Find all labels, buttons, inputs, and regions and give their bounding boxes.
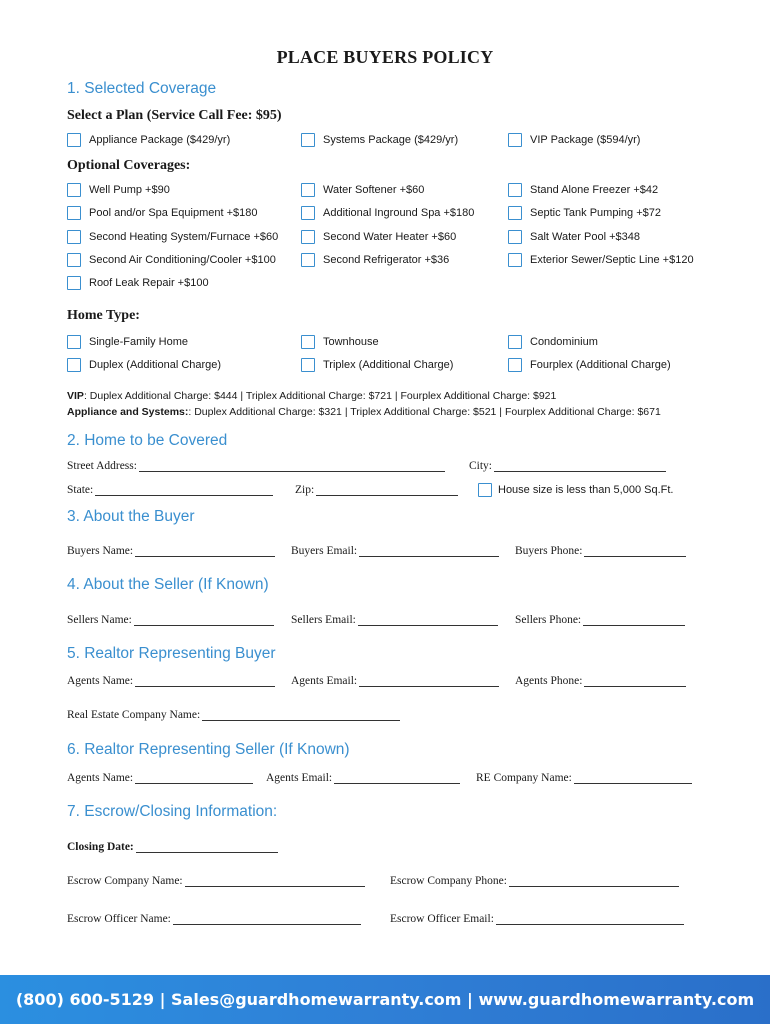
buyer-agent-email-line[interactable]: [359, 674, 499, 687]
city-field[interactable]: City:: [469, 459, 666, 472]
checkbox[interactable]: [301, 183, 315, 197]
buyer-agent-phone-line[interactable]: [584, 674, 686, 687]
checkbox[interactable]: [508, 206, 522, 220]
closing-date-line[interactable]: [136, 840, 278, 853]
city-line[interactable]: [494, 459, 666, 472]
checkbox[interactable]: [67, 253, 81, 267]
buyer-agent-phone-field[interactable]: Agents Phone:: [515, 674, 686, 687]
plan-vip[interactable]: VIP Package ($594/yr): [508, 133, 640, 147]
checkbox[interactable]: [67, 358, 81, 372]
escrow-officer-email-field[interactable]: Escrow Officer Email:: [390, 912, 684, 925]
buyers-email-line[interactable]: [359, 544, 499, 557]
home-type-heading: Home Type:: [67, 308, 140, 323]
checkbox[interactable]: [67, 133, 81, 147]
section-4-heading: 4. About the Seller (If Known): [67, 576, 269, 593]
escrow-company-phone-line[interactable]: [509, 874, 679, 887]
escrow-company-name-line[interactable]: [185, 874, 365, 887]
buyers-name-line[interactable]: [135, 544, 275, 557]
buyers-phone-line[interactable]: [584, 544, 686, 557]
checkbox[interactable]: [301, 206, 315, 220]
optional-water-softener[interactable]: Water Softener +$60: [301, 183, 424, 197]
section-3-heading: 3. About the Buyer: [67, 508, 195, 525]
sellers-email-field[interactable]: Sellers Email:: [291, 613, 498, 626]
optional-heating[interactable]: Second Heating System/Furnace +$60: [67, 230, 278, 244]
checkbox[interactable]: [508, 230, 522, 244]
sellers-name-field[interactable]: Sellers Name:: [67, 613, 274, 626]
checkbox[interactable]: [508, 253, 522, 267]
checkbox[interactable]: [478, 483, 492, 497]
optional-well-pump[interactable]: Well Pump +$90: [67, 183, 170, 197]
escrow-officer-name-field[interactable]: Escrow Officer Name:: [67, 912, 361, 925]
optional-water-heater[interactable]: Second Water Heater +$60: [301, 230, 456, 244]
seller-re-company-line[interactable]: [574, 771, 692, 784]
checkbox[interactable]: [508, 133, 522, 147]
page-title: PLACE BUYERS POLICY: [276, 47, 494, 67]
optional-salt-pool[interactable]: Salt Water Pool +$348: [508, 230, 640, 244]
buyers-name-field[interactable]: Buyers Name:: [67, 544, 275, 557]
state-line[interactable]: [95, 483, 273, 496]
buyer-agent-name-field[interactable]: Agents Name:: [67, 674, 275, 687]
home-single-family[interactable]: Single-Family Home: [67, 335, 188, 349]
home-duplex[interactable]: Duplex (Additional Charge): [67, 358, 221, 372]
section-5-heading: 5. Realtor Representing Buyer: [67, 645, 276, 662]
optional-sewer[interactable]: Exterior Sewer/Septic Line +$120: [508, 253, 694, 267]
section-7-heading: 7. Escrow/Closing Information:: [67, 803, 278, 820]
footer-contact-bar: [0, 975, 770, 1024]
sellers-email-line[interactable]: [358, 613, 498, 626]
checkbox[interactable]: [67, 206, 81, 220]
optional-heading: Optional Coverages:: [67, 158, 191, 173]
buyer-re-company-line[interactable]: [202, 708, 400, 721]
escrow-officer-email-line[interactable]: [496, 912, 684, 925]
seller-re-company-field[interactable]: RE Company Name:: [476, 771, 692, 784]
street-address-line[interactable]: [139, 459, 445, 472]
section-2-heading: 2. Home to be Covered: [67, 432, 228, 449]
appliance-systems-note: Appliance and Systems:: Duplex Additional Charge: $321 | Triplex Additional Charge: $521 | Fourplex Additional Charge: $671: [67, 406, 661, 418]
escrow-company-name-field[interactable]: Escrow Company Name:: [67, 874, 365, 887]
sellers-phone-field[interactable]: Sellers Phone:: [515, 613, 685, 626]
home-townhouse[interactable]: Townhouse: [301, 335, 379, 349]
zip-line[interactable]: [316, 483, 458, 496]
optional-freezer[interactable]: Stand Alone Freezer +$42: [508, 183, 658, 197]
checkbox[interactable]: [67, 276, 81, 290]
checkbox[interactable]: [508, 183, 522, 197]
state-field[interactable]: State:: [67, 483, 273, 496]
checkbox[interactable]: [301, 253, 315, 267]
optional-inground-spa[interactable]: Additional Inground Spa +$180: [301, 206, 474, 220]
optional-septic-pumping[interactable]: Septic Tank Pumping +$72: [508, 206, 661, 220]
seller-agent-name-line[interactable]: [135, 771, 253, 784]
buyer-agent-email-field[interactable]: Agents Email:: [291, 674, 499, 687]
closing-date-field[interactable]: Closing Date:: [67, 840, 278, 853]
optional-roof-leak[interactable]: Roof Leak Repair +$100: [67, 276, 209, 290]
optional-refrigerator[interactable]: Second Refrigerator +$36: [301, 253, 449, 267]
section-6-heading: 6. Realtor Representing Seller (If Known): [67, 741, 350, 758]
zip-field[interactable]: Zip:: [295, 483, 458, 496]
buyers-phone-field[interactable]: Buyers Phone:: [515, 544, 686, 557]
checkbox[interactable]: [67, 335, 81, 349]
plan-heading: Select a Plan (Service Call Fee: $95): [67, 108, 282, 123]
seller-agent-name-field[interactable]: Agents Name:: [67, 771, 253, 784]
sellers-name-line[interactable]: [134, 613, 274, 626]
escrow-company-phone-field[interactable]: Escrow Company Phone:: [390, 874, 679, 887]
footer-contact-text: (800) 600-5129 | Sales@guardhomewarranty.com | www.guardhomewarranty.com: [15, 990, 755, 1009]
checkbox[interactable]: [301, 133, 315, 147]
section-1-heading: 1. Selected Coverage: [67, 80, 217, 97]
checkbox[interactable]: [67, 230, 81, 244]
buyers-email-field[interactable]: Buyers Email:: [291, 544, 499, 557]
plan-appliance[interactable]: Appliance Package ($429/yr): [67, 133, 230, 147]
checkbox[interactable]: [301, 335, 315, 349]
checkbox[interactable]: [301, 230, 315, 244]
home-condominium[interactable]: Condominium: [508, 335, 598, 349]
optional-pool-spa[interactable]: Pool and/or Spa Equipment +$180: [67, 206, 258, 220]
escrow-officer-name-line[interactable]: [173, 912, 361, 925]
seller-agent-email-line[interactable]: [334, 771, 460, 784]
checkbox[interactable]: [67, 183, 81, 197]
seller-agent-email-field[interactable]: Agents Email:: [266, 771, 460, 784]
plan-systems[interactable]: Systems Package ($429/yr): [301, 133, 458, 147]
sellers-phone-line[interactable]: [583, 613, 685, 626]
house-size-option[interactable]: House size is less than 5,000 Sq.Ft.: [478, 483, 673, 497]
buyer-agent-name-line[interactable]: [135, 674, 275, 687]
home-fourplex[interactable]: Fourplex (Additional Charge): [508, 358, 671, 372]
home-triplex[interactable]: Triplex (Additional Charge): [301, 358, 453, 372]
checkbox[interactable]: [508, 335, 522, 349]
checkbox[interactable]: [301, 358, 315, 372]
street-address-field[interactable]: Street Address:: [67, 459, 445, 472]
vip-note: VIP: Duplex Additional Charge: $444 | Triplex Additional Charge: $721 | Fourplex Additional Charge: $921: [67, 390, 557, 402]
optional-ac[interactable]: Second Air Conditioning/Cooler +$100: [67, 253, 276, 267]
checkbox[interactable]: [508, 358, 522, 372]
buyer-re-company-field[interactable]: Real Estate Company Name:: [67, 708, 400, 721]
